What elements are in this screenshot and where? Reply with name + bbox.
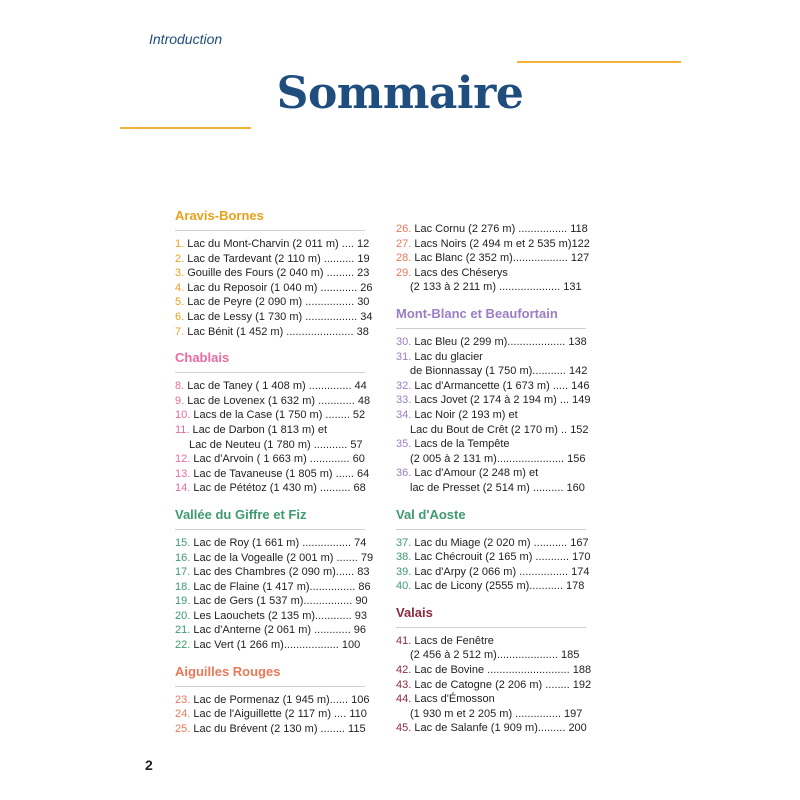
toc-entry-text: Lac Bénit (1 452 m) ...................... 38 <box>187 325 369 338</box>
toc-entry <box>396 634 586 663</box>
toc-entry-text: Lac Vert (1 266 m).................. 100 <box>193 639 361 652</box>
toc-entry-text: Lac de Licony (2555 m)........... 178 <box>414 580 585 593</box>
toc-entry <box>396 579 586 594</box>
toc-group <box>175 349 371 496</box>
toc-entry-text: Lac d'Anterne (2 061 m) ............ 96 <box>193 624 367 637</box>
toc-entry-text: Lac du glacier <box>414 350 483 363</box>
toc-entry-text: Lac de Catogne (2 206 m) ........ 192 <box>414 678 592 691</box>
toc-entry-number: 42. <box>396 664 415 677</box>
toc-group <box>175 207 373 339</box>
toc-entry-number: 5. <box>175 296 188 309</box>
toc-entry <box>175 623 365 638</box>
toc-entry-text: Lacs Jovet (2 174 à 2 194 m) ... 149 <box>414 394 591 407</box>
toc-entry-number: 10. <box>175 409 194 422</box>
toc-entry-text: Lac Noir (2 193 m) et <box>414 408 518 421</box>
toc-entry-text: Lac de Lovenex (1 632 m) ............ 48 <box>187 394 371 407</box>
toc-entry-continuation: Lac de Neuteu (1 780 m) ........... 57 <box>189 438 363 451</box>
toc-entry <box>396 466 586 495</box>
toc-entry <box>175 325 369 340</box>
toc-entry <box>175 237 370 252</box>
toc-entry-text: Lac de Gers (1 537 m)................ 90 <box>193 595 368 608</box>
toc-entry-text: Lac de Pormenaz (1 945 m)...... 106 <box>193 693 370 706</box>
toc-entry-text: Lacs d'Émosson <box>414 693 495 706</box>
toc-entry-number: 14. <box>175 482 194 495</box>
toc-entry <box>175 394 371 409</box>
toc-entry-text: Lac de Bovine ........................... 188 <box>414 664 592 677</box>
toc-entry <box>175 481 365 496</box>
toc-entry-number: 38. <box>396 551 415 564</box>
toc-entry-number: 35. <box>396 438 415 451</box>
toc-entry-number: 39. <box>396 565 415 578</box>
toc-entry-text: Lac de Darbon (1 813 m) et <box>192 423 328 436</box>
page-number: 2 <box>145 757 153 773</box>
toc-entry-text: Lac d'Armancette (1 673 m) ..... 146 <box>414 379 590 392</box>
toc-group-title: Vallée du Giffre et Fiz <box>175 506 365 530</box>
toc-group <box>396 604 592 736</box>
toc-entry-number: 12. <box>175 453 194 466</box>
toc-entry <box>175 594 368 609</box>
toc-entry-text: Lac Bleu (2 299 m)................... 138 <box>414 335 587 348</box>
toc-entry-number: 21. <box>175 624 194 637</box>
toc-entry-text: Lac Chécrouit (2 165 m) ........... 170 <box>414 551 591 564</box>
toc-entry-number: 26. <box>396 223 415 235</box>
toc-entry-text: Lac de Salanfe (1 909 m)......... 200 <box>414 722 587 735</box>
toc-entry-number: 32. <box>396 379 415 392</box>
toc-entry-number: 44. <box>396 693 415 706</box>
toc-entry <box>175 252 370 267</box>
toc-entry <box>396 550 591 565</box>
toc-entry-number: 20. <box>175 609 194 622</box>
toc-entry-text: Lac des Chambres (2 090 m)...... 83 <box>193 566 370 579</box>
toc-entry-number: 27. <box>396 237 415 250</box>
toc-entry <box>175 408 365 423</box>
toc-entry-text: Gouille des Fours (2 040 m) ......... 23 <box>187 267 370 280</box>
toc-entry-continuation: Lac du Bout de Crêt (2 170 m) .. 152 <box>410 423 589 436</box>
toc-entry-text: Lac d'Arpy (2 066 m) ................ 174 <box>414 565 590 578</box>
toc-entry <box>175 266 370 281</box>
toc-entry <box>396 536 589 551</box>
toc-entry-number: 15. <box>175 536 194 549</box>
toc-entry <box>396 266 586 295</box>
toc-entry-number: 1. <box>175 238 188 250</box>
toc-entry-continuation: de Bionnassay (1 750 m)........... 142 <box>410 365 588 378</box>
toc-entry <box>175 310 373 325</box>
toc-entry-number: 16. <box>175 551 194 564</box>
toc-entry <box>396 565 590 580</box>
toc-entry-number: 2. <box>175 252 188 265</box>
accent-rule-top <box>517 61 681 63</box>
toc-entry-number: 37. <box>396 536 415 549</box>
toc-entry-number: 8. <box>175 380 188 393</box>
toc-entry-text: Lacs Noirs (2 494 m et 2 535 m)122 <box>414 237 590 250</box>
toc-group-title: Valais <box>396 604 586 628</box>
toc-entry-number: 17. <box>175 566 194 579</box>
toc-entry-number: 33. <box>396 394 415 407</box>
toc-entry-number: 22. <box>175 639 194 652</box>
toc-entry-number: 36. <box>396 467 415 480</box>
toc-entry-text: Lac de Peyre (2 090 m) ................ 30 <box>187 296 370 309</box>
toc-entry <box>175 551 374 566</box>
toc-entry-continuation: (1 930 m et 2 205 m) ............... 197 <box>410 707 583 720</box>
toc-entry <box>175 281 373 296</box>
toc-entry-text: Lac d'Amour (2 248 m) et <box>414 467 539 480</box>
toc-entry-continuation: (2 456 à 2 512 m).................... 185 <box>410 649 580 662</box>
toc-entry-text: Lac Cornu (2 276 m) ................ 118 <box>414 223 588 235</box>
toc-entry <box>175 693 370 708</box>
toc-group <box>396 305 591 496</box>
toc-entry-number: 43. <box>396 678 415 691</box>
toc-entry <box>396 393 591 408</box>
toc-entry-number: 28. <box>396 252 415 265</box>
toc-entry-number: 9. <box>175 394 188 407</box>
toc-entry <box>396 663 592 678</box>
toc-group-continued <box>396 222 590 295</box>
toc-entry-number: 11. <box>175 423 193 436</box>
toc-column-left <box>175 207 374 746</box>
toc-entry-text: Lac du Mont-Charvin (2 011 m) .... 12 <box>187 238 370 250</box>
toc-entry-continuation: lac de Presset (2 514 m) .......... 160 <box>410 481 585 494</box>
toc-entry-text: Lac de Pététoz (1 430 m) .......... 68 <box>193 482 366 495</box>
toc-entry-number: 40. <box>396 580 415 593</box>
toc-entry <box>396 721 586 736</box>
toc-entry-text: Lac de Tardevant (2 110 m) .......... 19 <box>187 252 370 265</box>
toc-entry <box>396 437 586 466</box>
toc-entry-text: Lac d'Arvoin ( 1 663 m) ............. 60 <box>193 453 365 466</box>
toc-entry <box>396 678 592 693</box>
toc-entry-number: 4. <box>175 281 188 294</box>
toc-entry <box>396 335 586 350</box>
toc-entry-number: 31. <box>396 350 415 363</box>
toc-entry <box>175 722 365 737</box>
toc-entry-text: Lac de Taney ( 1 408 m) .............. 44 <box>187 380 367 393</box>
toc-entry <box>175 467 370 482</box>
page-title: Sommaire <box>276 68 524 119</box>
toc-entry-text: Lac Blanc (2 352 m).................. 127 <box>414 252 590 265</box>
toc-entry-text: Lacs de la Tempête <box>414 438 510 451</box>
toc-entry <box>396 251 590 266</box>
toc-entry-text: Lac de l'Aiguillette (2 117 m) .... 110 <box>193 708 367 721</box>
toc-entry-number: 3. <box>175 267 188 280</box>
toc-entry-number: 34. <box>396 408 415 421</box>
toc-entry-continuation: (2 005 à 2 131 m)...................... 156 <box>410 452 586 465</box>
toc-entry-number: 18. <box>175 580 194 593</box>
toc-entry-text: Lac de Roy (1 661 m) ................ 74 <box>193 536 367 549</box>
toc-entry-number: 45. <box>396 722 415 735</box>
toc-group-title: Mont-Blanc et Beaufortain <box>396 305 586 329</box>
toc-entry <box>175 536 365 551</box>
toc-entry-number: 13. <box>175 467 194 480</box>
toc-group-title: Val d'Aoste <box>396 506 586 530</box>
toc-entry-number: 41. <box>396 634 415 647</box>
toc-group <box>175 506 374 653</box>
section-label: Introduction <box>149 31 223 47</box>
toc-group <box>175 663 370 737</box>
toc-entry-text: Lac de la Vogealle (2 001 m) ....... 79 <box>193 551 374 564</box>
toc-entry-number: 7. <box>175 325 188 338</box>
toc-entry <box>396 408 589 437</box>
toc-entry-text: Les Laouchets (2 135 m)............ 93 <box>193 609 368 622</box>
toc-entry-number: 24. <box>175 708 194 721</box>
toc-entry-text: Lac de Flaine (1 417 m)............... 86 <box>193 580 371 593</box>
toc-group-title: Aiguilles Rouges <box>175 663 365 687</box>
toc-entry <box>396 222 586 237</box>
toc-entry <box>175 379 365 394</box>
toc-entry-number: 6. <box>175 310 188 323</box>
toc-entry-text: Lac du Miage (2 020 m) ........... 167 <box>414 536 589 549</box>
toc-group <box>396 506 591 594</box>
toc-entry <box>175 565 370 580</box>
toc-entry-number: 19. <box>175 595 194 608</box>
toc-entry-continuation: (2 133 à 2 211 m) .................... 131 <box>410 281 582 294</box>
toc-entry <box>396 692 586 721</box>
toc-entry-text: Lac du Brévent (2 130 m) ........ 115 <box>193 722 366 735</box>
toc-entry-text: Lacs de la Case (1 750 m) ........ 52 <box>193 409 366 422</box>
toc-entry <box>175 295 370 310</box>
toc-entry <box>396 350 586 379</box>
toc-entry-text: Lac de Lessy (1 730 m) ................. 34 <box>187 310 373 323</box>
toc-entry <box>175 580 371 595</box>
toc-entry-number: 25. <box>175 722 194 735</box>
toc-entry-number: 29. <box>396 266 415 279</box>
toc-group-title: Aravis-Bornes <box>175 207 365 231</box>
toc-entry-number: 30. <box>396 335 415 348</box>
toc-entry-text: Lacs de Fenêtre <box>414 634 494 647</box>
toc-group-title: Chablais <box>175 349 365 373</box>
toc-entry <box>175 609 368 624</box>
toc-entry <box>396 379 590 394</box>
toc-entry <box>175 638 365 653</box>
toc-entry <box>175 423 365 452</box>
toc-entry <box>175 452 365 467</box>
toc-entry-text: Lac du Reposoir (1 040 m) ............ 26 <box>187 281 373 294</box>
toc-entry <box>175 707 365 722</box>
toc-entry <box>396 237 590 252</box>
accent-rule-bottom <box>120 127 251 129</box>
toc-entry-text: Lac de Tavaneuse (1 805 m) ...... 64 <box>193 467 370 480</box>
toc-entry-text: Lacs des Chéserys <box>414 266 508 279</box>
toc-column-right <box>396 222 592 746</box>
toc-entry-number: 23. <box>175 693 194 706</box>
